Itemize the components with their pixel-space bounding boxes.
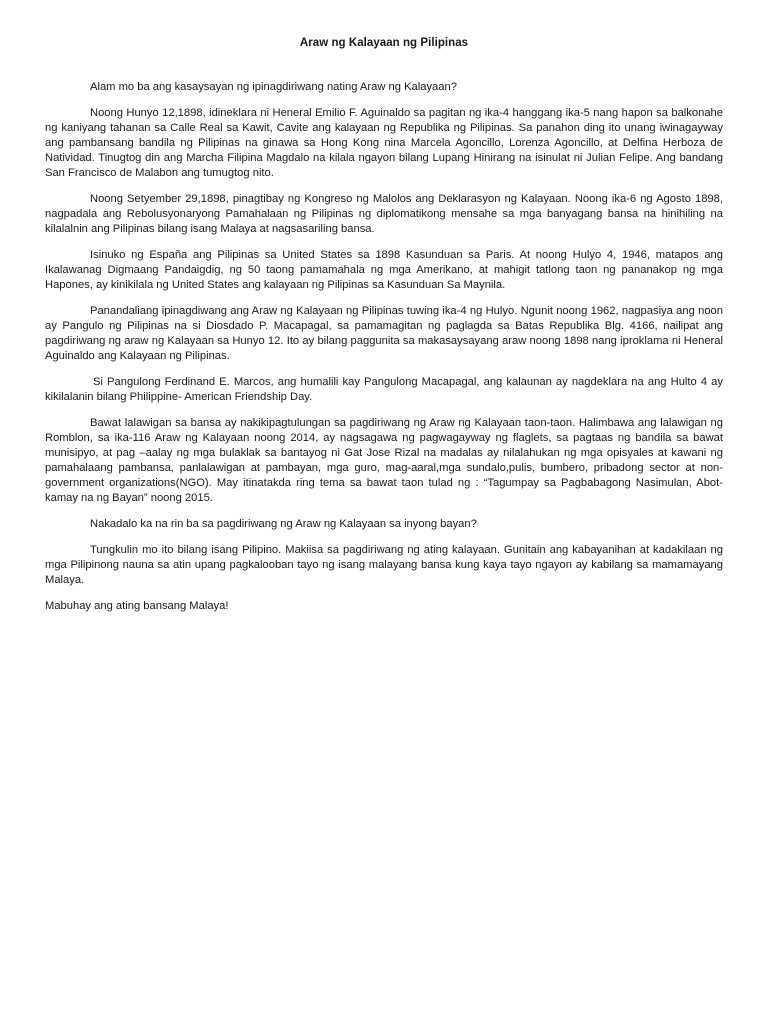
paragraph-intro-question: Alam mo ba ang kasaysayan ng ipinagdiriwang nating Araw ng Kalayaan? [90, 81, 457, 93]
paragraph-closing: Mabuhay ang ating bansang Malaya! [45, 600, 229, 612]
paragraph-marcos: Si Pangulong Ferdinand E. Marcos, ang humalili kay Pangulong Macapagal, ang kalaunan ay nagdeklara na ang Hulto 4 ay kikilalanin bilang Philippine- American Friendship Day. [45, 376, 723, 403]
document-title: Araw ng Kalayaan ng Pilipinas [299, 37, 469, 49]
paragraph-june-12-1898: Noong Hunyo 12,1898, idineklara ni Heneral Emilio F. Aguinaldo sa pagitan ng ika-4 hanggang ika-5 nang hapon sa balkonahe ng kaniyang tahanan sa Calle Real sa Kawit, Cavite ang kalayaan ng Republika ng Pilipinas. Sa panahon ding ito unang iwinagayway ang pambansang bandila ng Pilipinas na ginawa sa Hong Kong nina Marcela Agoncillo, Lorenza Agoncillo, at Delfina Herboza de Natividad. Tinugtog din ang Marcha Filipina Magdalo na kilala ngayon bilang Lupang Hinirang na isinulat ni Julian Felipe. Ang bandang San Francisco de Malabon ang tumugtog nito. [45, 107, 723, 179]
paragraph-duty: Tungkulin mo ito bilang isang Pilipino. Makiisa sa pagdiriwang ng ating kalayaan. Gunitain ang kabayanihan at kadakilaan ng mga Pilipinong nauna sa atin upang pagkalooban tayo ng isang malayang bansa kung kaya tayo ngayon ay kabilang sa mamamayang Malaya. [45, 544, 723, 586]
paragraph-malolos-congress: Noong Setyember 29,1898, pinagtibay ng Kongreso ng Malolos ang Deklarasyon ng Kalayaan. Noong ika-6 ng Agosto 1898, nagpadala ang Rebolusyonaryong Pamahalaan ng Pilipinas ng diplomatikong mensahe sa mga banyagang bansa na hinihiling na kilalalnin ang Pilipinas bilang isang Malaya at nagsasariling bansa. [45, 193, 723, 235]
paragraph-attendance-question: Nakadalo ka na rin ba sa pagdiriwang ng Araw ng Kalayaan sa inyong bayan? [90, 518, 477, 530]
paragraph-macapagal: Panandaliang ipinagdiwang ang Araw ng Kalayaan ng Pilipinas tuwing ika-4 ng Hulyo. Ngunit noong 1962, nagpasiya ang noon ay Pangulo ng Pilipinas na si Diosdado P. Macapagal, sa pamamagitan ng paglagda sa Batas Republika Blg. 4166, nailipat ang pagdiriwang ng araw ng Kalayaan sa Hunyo 12. Ito ay bilang paggunita sa makasaysayang araw noong 1898 nang iproklama ni Heneral Aguinaldo ang Kalayaan ng Pilipinas. [45, 305, 723, 362]
paragraph-treaty-of-paris: Isinuko ng España ang Pilipinas sa United States sa 1898 Kasunduan sa Paris. At noong Hulyo 4, 1946, matapos ang Ikalawanag Digmaang Pandaigdig, ng 50 taong pamamahala ng mga Amerikano, at mahigit tatlong taon ng pananakop ng mga Hapones, ay kinikilala ng United States ang kalayaan ng Pilipinas sa Kasunduan Sa Maynila. [45, 249, 723, 291]
paragraph-romblon: Bawat lalawigan sa bansa ay nakikipagtulungan sa pagdiriwang ng Araw ng Kalayaan taon-taon. Halimbawa ang lalawigan ng Romblon, sa ika-116 Araw ng Kalayaan noong 2014, ay nagsagawa ng pagwagayway ng flaglets, sa pagtaas ng bandila sa bawat munisipyo, at pag –aalay ng mga bulaklak sa bantayog ni Gat Jose Rizal na madalas ay nilalahukan ng mga opisyales at kawani ng pamahalaang pambansa, panlalawigan at pambayan, mga guro, mag-aaral,mga sundalo,pulis, bumbero, pribadong sector at non-government organizations(NGO). May itinatakda ring tema sa bawat taon tulad ng : “Tagumpay sa Pagbabagong Nasimulan, Abot-kamay na ng Bayan” noong 2015. [45, 417, 723, 504]
